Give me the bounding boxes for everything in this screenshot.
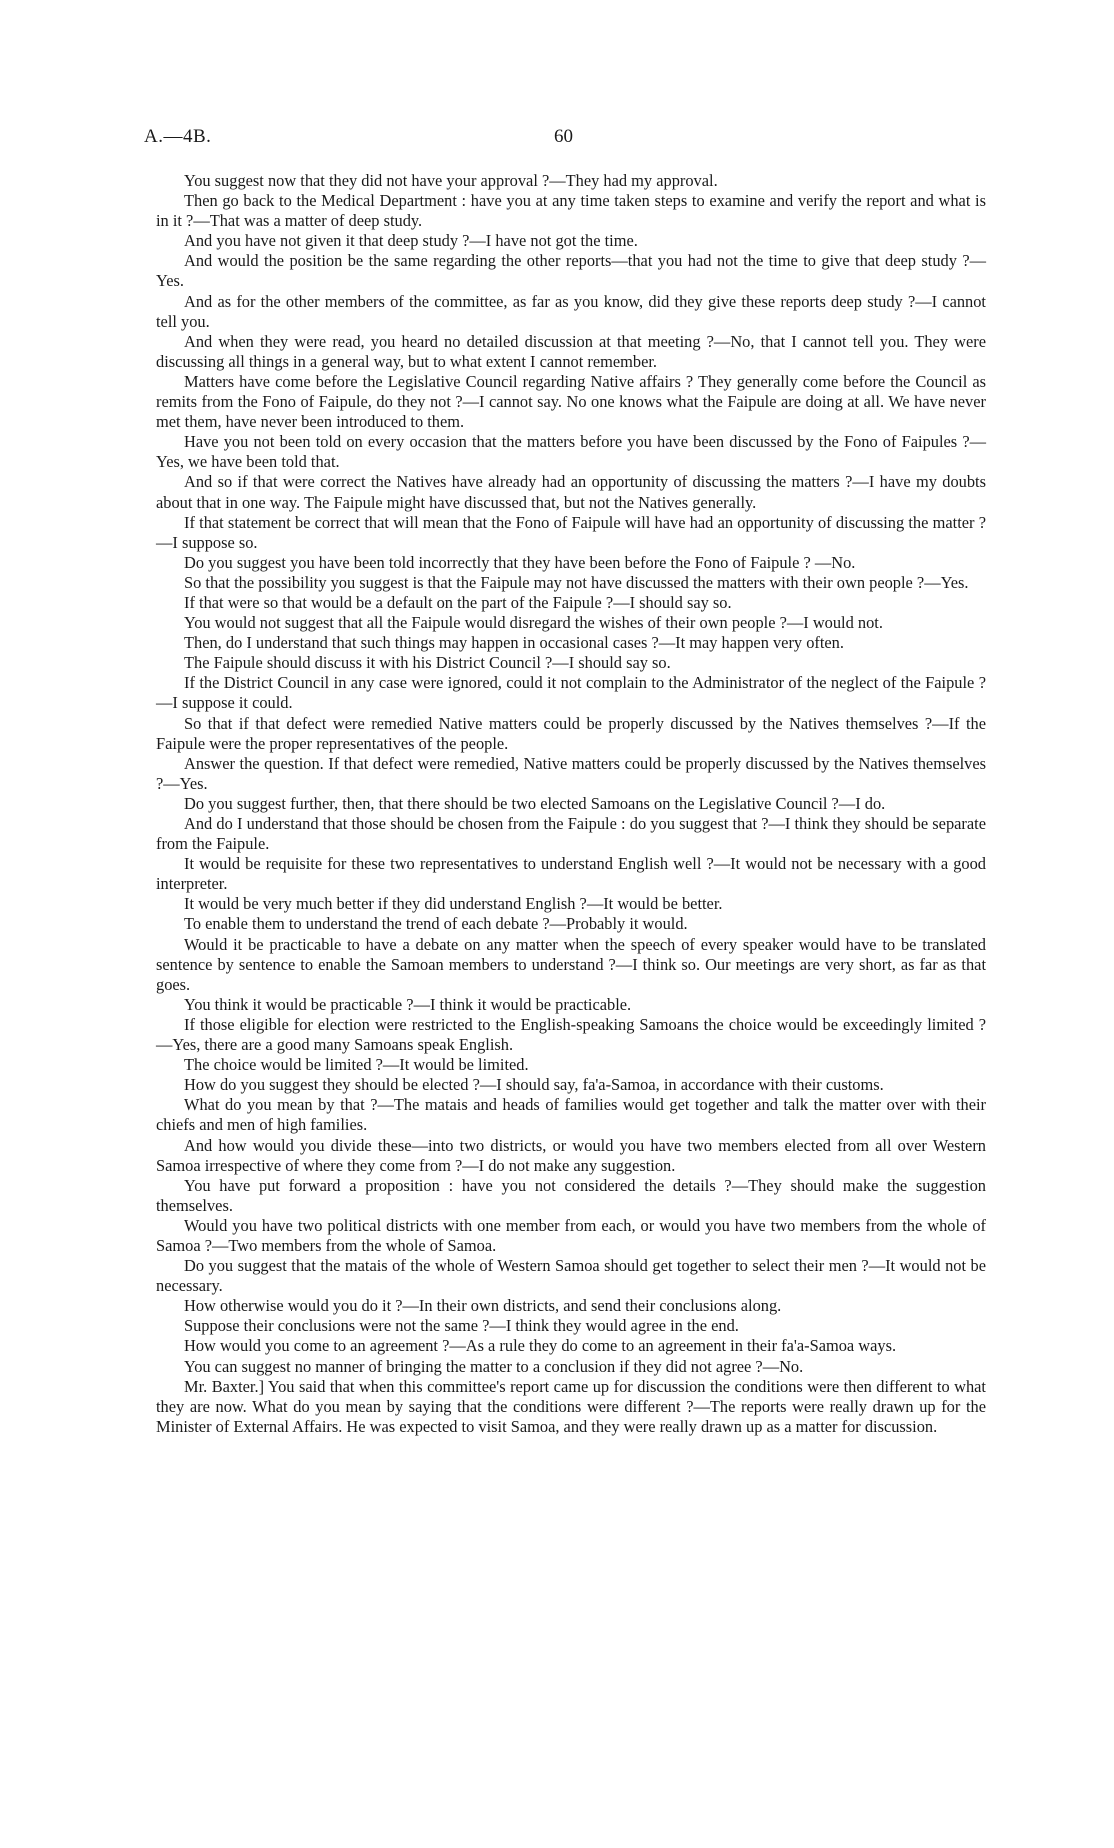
- paragraph: Would you have two political districts with one member from each, or would you have two members from the whole of Samoa ?—Two members from the whole of Samoa.: [156, 1215, 986, 1255]
- paragraph: You have put forward a proposition : have you not considered the details ?—They should make the suggestion themselves.: [156, 1175, 986, 1215]
- paragraph: Have you not been told on every occasion that the matters before you have been discussed by the Fono of Faipules ?—Yes, we have been told that.: [156, 432, 986, 472]
- paragraph: If that statement be correct that will mean that the Fono of Faipule will have had an opportunity of discussing the matter ?—I suppose so.: [156, 512, 986, 552]
- paragraph: To enable them to understand the trend of each debate ?—Probably it would.: [184, 914, 688, 934]
- paragraph: And do I understand that those should be chosen from the Faipule : do you suggest that ?—I think they should be separate from the Faipule.: [156, 814, 986, 854]
- page-number: 60: [554, 126, 573, 147]
- paragraph: Do you suggest that the matais of the whole of Western Samoa should get together to select their men ?—It would not be necessary.: [156, 1256, 986, 1296]
- paragraph: You suggest now that they did not have your approval ?—They had my approval.: [184, 171, 718, 190]
- paragraph: Do you suggest further, then, that there should be two elected Samoans on the Legislative Council ?—I do.: [184, 793, 886, 813]
- paragraph: It would be very much better if they did understand English ?—It would be better.: [184, 894, 723, 914]
- paragraph: So that the possibility you suggest is that the Faipule may not have discussed the matters with their own people ?—Yes.: [184, 572, 969, 592]
- paragraph: Would it be practicable to have a debate on any matter when the speech of every speaker would have to be translated sentence by sentence to enable the Samoan members to understand ?—I think so. Our meetings are very short, as far as that goes.: [156, 934, 986, 994]
- paragraph: And how would you divide these—into two districts, or would you have two members elected from all over Western Samoa irrespective of where they come from ?—I do not make any suggestion.: [156, 1135, 986, 1175]
- paragraph: Then go back to the Medical Department : have you at any time taken steps to examine and verify the report and what is in it ?—That was a matter of deep study.: [156, 191, 986, 231]
- page-header: [144, 126, 984, 156]
- document-reference: A.—4B.: [144, 126, 212, 147]
- paragraph: What do you mean by that ?—The matais and heads of families would get together and talk the matter over with their chiefs and men of high families.: [156, 1095, 986, 1135]
- paragraph: The choice would be limited ?—It would be limited.: [184, 1055, 529, 1075]
- paragraph: And so if that were correct the Natives have already had an opportunity of discussing the matters ?—I have my doubts about that in one way. The Faipule might have discussed that, but not the Natives generally.: [156, 472, 986, 512]
- paragraph: And as for the other members of the committee, as far as you know, did they give these reports deep study ?—I cannot tell you.: [156, 291, 986, 331]
- paragraph: It would be requisite for these two representatives to understand English well ?—It would not be necessary with a good interpreter.: [156, 854, 986, 894]
- paragraph: And you have not given it that deep study ?—I have not got the time.: [184, 231, 638, 251]
- paragraph: If the District Council in any case were ignored, could it not complain to the Administrator of the neglect of the Faipule ?—I suppose it could.: [156, 673, 986, 713]
- paragraph: You would not suggest that all the Faipule would disregard the wishes of their own people ?—I would not.: [184, 613, 883, 633]
- paragraph: Answer the question. If that defect were remedied, Native matters could be properly discussed by the Natives themselves ?—Yes.: [156, 753, 986, 793]
- paragraph: How otherwise would you do it ?—In their own districts, and send their conclusions along.: [184, 1296, 782, 1316]
- paragraph: If those eligible for election were restricted to the English-speaking Samoans the choice would be exceedingly limited ?—Yes, there are a good many Samoans speak English.: [156, 1014, 986, 1055]
- paragraph: Then, do I understand that such things may happen in occasional cases ?—It may happen very often.: [184, 633, 844, 653]
- paragraph: So that if that defect were remedied Native matters could be properly discussed by the Natives themselves ?—If the Faipule were the proper representatives of the people.: [156, 713, 986, 753]
- paragraph: Mr. Baxter.] You said that when this committee's report came up for discussion the conditions were then different to what they are now. What do you mean by saying that the conditions were different ?—The reports were really drawn up for the Minister of External Affairs. He was expected to visit Samoa, and they were really drawn up as a matter for discussion.: [156, 1376, 986, 1436]
- paragraph: The Faipule should discuss it with his District Council ?—I should say so.: [184, 653, 671, 673]
- paragraph: And would the position be the same regarding the other reports—that you had not the time to give that deep study ?—Yes.: [156, 251, 986, 291]
- paragraph: How do you suggest they should be elected ?—I should say, fa'a-Samoa, in accordance with their customs.: [184, 1075, 884, 1095]
- paragraph: Do you suggest you have been told incorrectly that they have been before the Fono of Faipule ? —No.: [184, 552, 856, 572]
- paragraph: Suppose their conclusions were not the same ?—I think they would agree in the end.: [184, 1316, 739, 1336]
- paragraph: You can suggest no manner of bringing the matter to a conclusion if they did not agree ?—No.: [184, 1356, 804, 1376]
- paragraph: If that were so that would be a default on the part of the Faipule ?—I should say so.: [184, 592, 732, 612]
- document-body: [156, 171, 986, 1437]
- paragraph: And when they were read, you heard no detailed discussion at that meeting ?—No, that I cannot tell you. They were discussing all things in a general way, but to what extent I cannot remember.: [156, 331, 986, 371]
- paragraph: You think it would be practicable ?—I think it would be practicable.: [184, 994, 632, 1014]
- paragraph: Matters have come before the Legislative Council regarding Native affairs ? They generally come before the Council as remits from the Fono of Faipule, do they not ?—I cannot say. No one knows what the Faipule are doing at all. We have never met them, have never been introduced to them.: [156, 371, 986, 432]
- paragraph: How would you come to an agreement ?—As a rule they do come to an agreement in their fa'a-Samoa ways.: [184, 1336, 897, 1356]
